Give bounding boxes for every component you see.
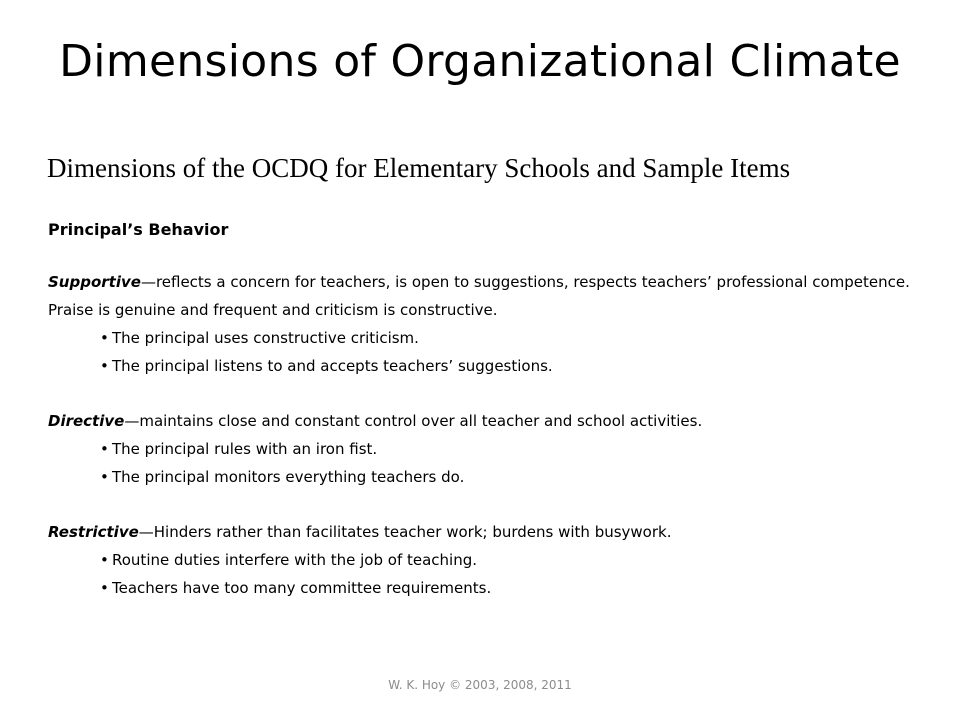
- dimension-directive: [48, 407, 928, 491]
- sample-item-text: The principal listens to and accepts teachers’ suggestions.: [112, 357, 553, 375]
- bullet-icon: •: [100, 551, 109, 569]
- sample-item-text: Routine duties interfere with the job of teaching.: [112, 551, 478, 569]
- dimension-restrictive: [48, 518, 928, 602]
- dimension-supportive: [48, 268, 928, 380]
- slide-content: [48, 216, 928, 629]
- dimension-name: Supportive: [48, 273, 141, 291]
- sample-item-text: The principal monitors everything teachers do.: [112, 468, 465, 486]
- bullet-icon: •: [100, 468, 109, 486]
- sample-item: [100, 574, 928, 602]
- sample-item-text: The principal uses constructive criticism.: [112, 329, 419, 347]
- dimension-definition: —Hinders rather than facilitates teacher work; burdens with busywork.: [138, 523, 672, 541]
- copyright-footer: W. K. Hoy © 2003, 2008, 2011: [388, 678, 572, 692]
- dimension-description: [48, 518, 928, 546]
- dimension-name: Restrictive: [48, 523, 139, 541]
- sample-item: [100, 324, 928, 352]
- slide-title: Dimensions of Organizational Climate: [59, 36, 901, 87]
- sample-items-list: [48, 546, 928, 602]
- dimension-definition: —maintains close and constant control over all teacher and school activities.: [124, 412, 703, 430]
- sample-item-text: Teachers have too many committee requirements.: [112, 579, 492, 597]
- sample-item: [100, 435, 928, 463]
- dimension-definition: —reflects a concern for teachers, is open to suggestions, respects teachers’ professional competence. Praise is genuine and frequent and criticism is constructive.: [48, 273, 910, 319]
- sample-item: [100, 352, 928, 380]
- bullet-icon: •: [100, 357, 109, 375]
- sample-items-list: [48, 435, 928, 491]
- sample-items-list: [48, 324, 928, 380]
- dimension-description: [48, 268, 928, 324]
- sample-item: [100, 463, 928, 491]
- bullet-icon: •: [100, 440, 109, 458]
- sample-item: [100, 546, 928, 574]
- slide-subtitle: Dimensions of the OCDQ for Elementary Schools and Sample Items: [47, 153, 791, 183]
- bullet-icon: •: [100, 329, 109, 347]
- bullet-icon: •: [100, 579, 109, 597]
- sample-item-text: The principal rules with an iron fist.: [112, 440, 378, 458]
- dimension-name: Directive: [48, 412, 125, 430]
- dimension-description: [48, 407, 928, 435]
- section-heading: Principal’s Behavior: [48, 220, 229, 239]
